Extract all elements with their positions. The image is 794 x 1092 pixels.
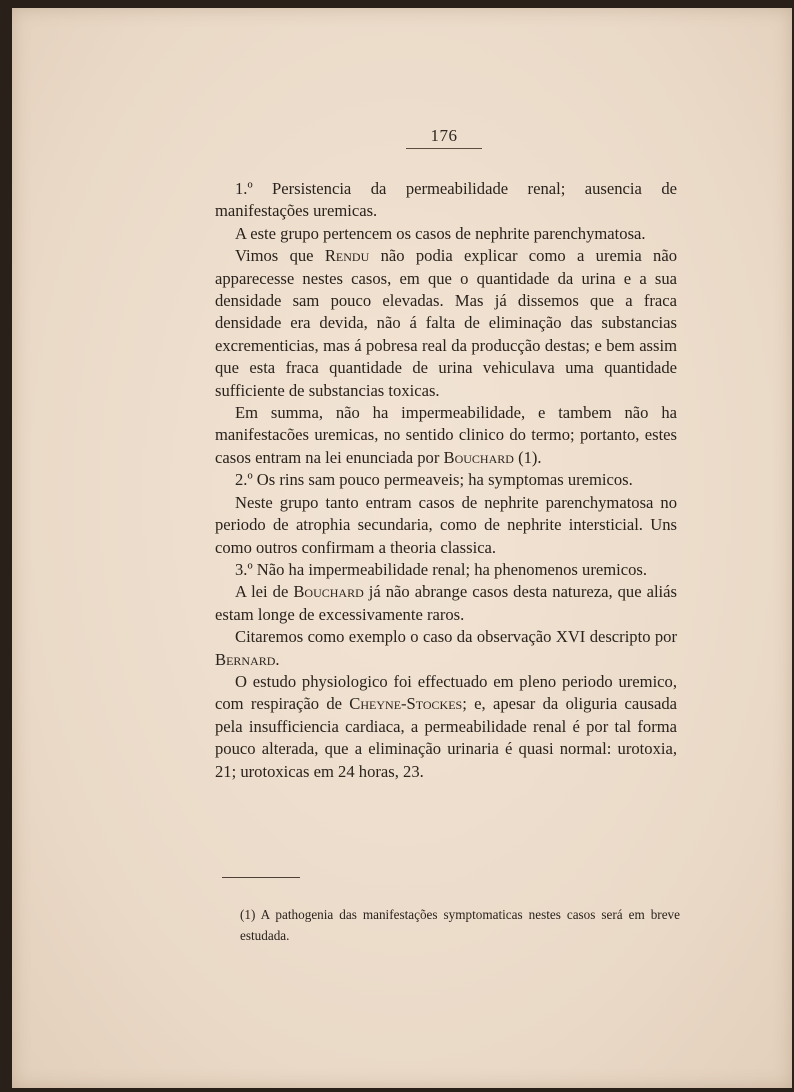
- paragraph-1: 1.º Persistencia da permeabilidade renal; ausencia de manifestações uremicas.: [215, 179, 677, 221]
- author-name: Bouchard: [443, 447, 514, 467]
- author-name: Rendu: [324, 246, 370, 266]
- text-run: não podia explicar como a uremia não apparecesse nestes casos, em que o quantidade da urina e a sua densidade sam pouco elevadas. Mas já dissemos que a fraca densidade era devida, não á falta de eliminação das substancias excrementicias, mas á pobresa real da producção destas; e bem assim que esta fraca quantidade de urina vehiculava uma quantidade sufficiente de substancias toxicas.: [215, 246, 678, 400]
- paragraph-10: [215, 671, 677, 783]
- paragraph-7: 3.º Não ha impermeabilidade renal; ha phenomenos uremicos.: [235, 559, 648, 579]
- paragraph-4: [215, 402, 677, 469]
- paragraph-2: A este grupo pertencem os casos de nephrite parenchymatosa.: [235, 223, 646, 243]
- footnote: (1) A pathogenia das manifestações symptomaticas nestes casos será em breve estudada.: [240, 907, 680, 943]
- text-run: ; e, apesar da oliguria causada pela insufficiencia cardiaca, a permeabilidade renal é por tal forma pouco alterada, que a eliminação urinaria é quasi normal: urotoxia, 21; urotoxicas em 24 horas, 23.: [215, 694, 677, 781]
- author-name: Bernard: [215, 649, 276, 669]
- paragraph-3: [215, 245, 677, 402]
- text-run: A lei de: [235, 582, 294, 602]
- paragraph-8: [215, 581, 677, 626]
- book-page: [12, 8, 792, 1088]
- text-run: O estudo physiologico foi effectuado em pleno periodo uremico, com respiração de: [215, 671, 677, 714]
- text-run: Vimos que: [235, 246, 325, 266]
- paragraph-5: 2.º Os rins sam pouco permeaveis; ha symptomas uremicos.: [235, 470, 633, 490]
- author-name: Bouchard: [293, 582, 364, 602]
- text-run: .: [275, 649, 280, 669]
- paragraph-6: Neste grupo tanto entram casos de nephrite parenchymatosa no periodo de atrophia secundaria, como de nephrite intersticial. Uns como outros confirmam a theoria classica.: [215, 492, 677, 557]
- body-text: [215, 178, 677, 783]
- author-name: Cheyne-Stockes: [349, 694, 463, 714]
- footnote-divider: [222, 877, 300, 878]
- page-number: 176: [406, 126, 482, 149]
- text-run: Citaremos como exemplo o caso da observação XVI descripto por: [235, 627, 677, 647]
- text-run: (1).: [513, 447, 542, 467]
- text-run: já não abrange casos desta natureza, que aliás estam longe de excessivamente raros.: [215, 582, 677, 624]
- text-run: Em summa, não ha impermeabilidade, e tambem não ha manifestacões uremicas, no sentido clinico do termo; portanto, estes casos entram na lei enunciada por: [215, 403, 677, 467]
- paragraph-9: [215, 626, 677, 671]
